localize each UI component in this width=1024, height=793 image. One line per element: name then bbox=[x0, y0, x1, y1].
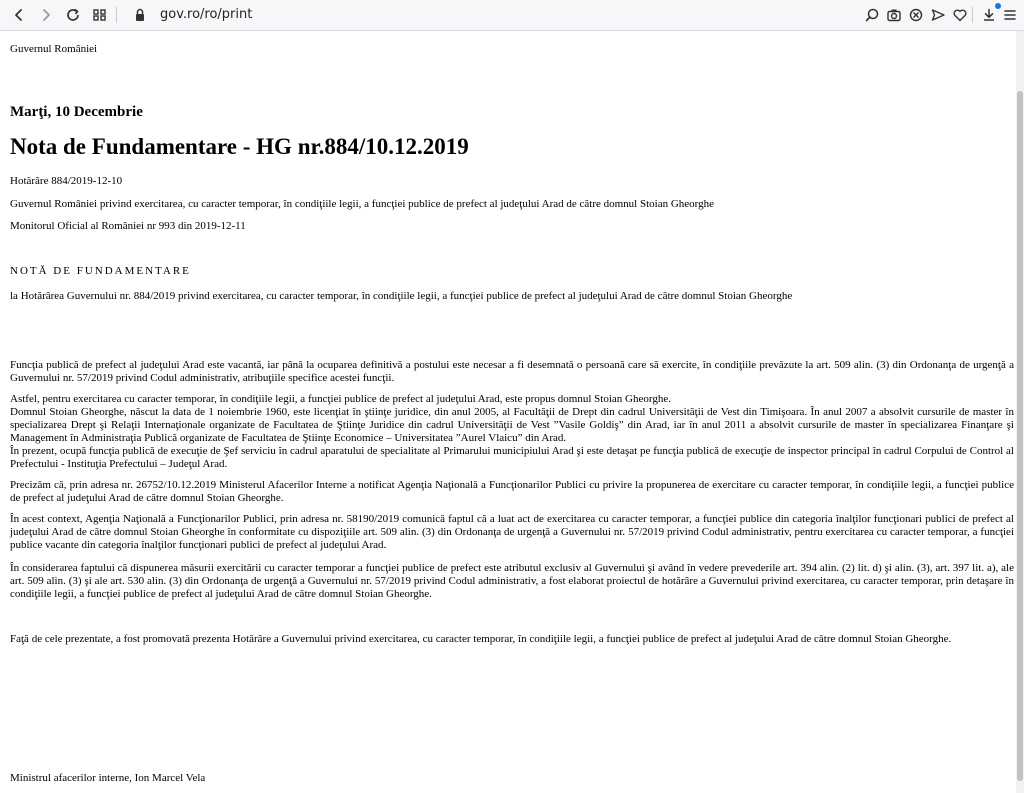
tabs-grid-icon[interactable] bbox=[90, 5, 110, 25]
toolbar-divider bbox=[972, 7, 973, 23]
menu-icon[interactable] bbox=[1000, 5, 1020, 25]
paragraph-text: Precizăm că, prin adresa nr. 26752/10.12.2019 Ministerul Afacerilor Interne a notificat Agenţia Naţională a Funcţionarilor Publici cu privire la propunerea de exercitare cu caracter temporar, în condiţiile legii, a funcţiei publice de prefect al judeţului Arad de către domnul Stoian Gheorghe. bbox=[10, 479, 1014, 504]
paragraph-text: Astfel, pentru exercitarea cu caracter temporar, în condiţiile legii, a funcţiei publice de prefect al judeţului Arad, este propus domnul Stoian Gheorghe. bbox=[10, 393, 671, 405]
paragraph-text: În considerarea faptului că dispunerea măsurii exercitării cu caracter temporar a funcţiei publice de prefect este atributul exclusiv al Guvernului şi având în vedere prevederile art. 394 alin. (2) lit. d) şi alin. (3), art. 397 lit. a), ale art. 509 alin. (3) şi ale art. 530 alin. (3) din Ordonanţa de urgenţă a Guvernului nr. 57/2019 privind Codul administrativ, a fost elaborat proiectul de hotărâre a Guvernului privind exercitarea, cu caracter temporar, prin detaşare în condiţiile legii, a funcţiei publice de prefect al judeţului Arad de către domnul Stoian Gheorghe. bbox=[10, 562, 1014, 600]
la-hotararea-line: la Hotărârea Guvernului nr. 884/2019 privind exercitarea, cu caracter temporar, în condiţiile legii, a funcţiei publice de prefect al judeţului Arad de către domnul Stoian Gheorghe bbox=[10, 290, 793, 302]
paragraph-text: Faţă de cele prezentate, a fost promovată prezenta Hotărâre a Guvernului privind exercitarea, cu caracter temporar, în condiţiile legii, a funcţiei publice de prefect al judeţului Arad de către domnul Stoian Gheorghe. bbox=[10, 633, 952, 645]
paragraph-text: În prezent, ocupă funcţia publică de execuţie de Şef serviciu în cadrul aparatului de specialitate al Primarului municipiului Arad şi este detaşat pe funcţia publică de execuţie de inspector principal în cadrul Corpului de Control al Prefectului - Instituţia Prefectului – Judeţul Arad. bbox=[10, 445, 1014, 470]
address-bar[interactable]: gov.ro/ro/print bbox=[160, 7, 253, 22]
signature-line: Ministrul afacerilor interne, Ion Marcel Vela bbox=[10, 772, 206, 784]
subject-line: Guvernul României privind exercitarea, cu caracter temporar, în condiţiile legii, a funcţiei publice de prefect al judeţului Arad de către domnul Stoian Gheorghe bbox=[10, 198, 715, 210]
camera-icon[interactable] bbox=[884, 5, 904, 25]
paragraph bbox=[10, 562, 1014, 601]
toolbar-divider bbox=[116, 7, 117, 23]
paragraph-text: Funcţia publică de prefect al judeţului Arad este vacantă, iar până la ocuparea definitivă a postului este necesar a fi desemnată o persoană care să exercite, în condiţiile prevăzute la art. 509 alin. (3) din Ordonanţa de urgenţă a Guvernului nr. 57/2019 privind Codul administrativ, atribuţiile specifice acestei funcţii. bbox=[10, 359, 1014, 384]
site-header: Guvernul României bbox=[10, 43, 98, 55]
forward-icon[interactable] bbox=[36, 5, 56, 25]
monitor-line: Monitorul Oficial al României nr 993 din 2019-12-11 bbox=[10, 220, 246, 232]
vertical-scrollbar[interactable] bbox=[1016, 31, 1024, 793]
download-icon[interactable] bbox=[979, 5, 999, 25]
reload-icon[interactable] bbox=[63, 5, 83, 25]
scrollbar-thumb[interactable] bbox=[1017, 91, 1023, 781]
search-icon[interactable] bbox=[862, 5, 882, 25]
page-title: Nota de Fundamentare - HG nr.884/10.12.2019 bbox=[10, 134, 469, 159]
paragraph bbox=[10, 513, 1014, 552]
paragraph bbox=[10, 633, 1014, 646]
lock-icon[interactable] bbox=[130, 5, 150, 25]
paragraph bbox=[10, 359, 1014, 385]
send-icon[interactable] bbox=[928, 5, 948, 25]
browser-toolbar bbox=[0, 0, 1024, 31]
paragraph-text: Domnul Stoian Gheorghe, născut la data de 1 noiembrie 1960, este licenţiat în ştiinţe juridice, din anul 2005, al Facultăţii de Drept din cadrul Universităţii de Vest din Timişoara. În anul 2007 a absolvit cursurile de master în specializarea Drept şi Relaţii Internaţionale organizate de Facultatea de Ştiinţe Juridice din cadrul Universităţii de Vest ”Vasile Goldiş” din Arad, iar în anul 2011 a absolvit cursurile de master în specializarea Finanţare şi Management în Administraţia Publică organizate de Facultatea de Ştiinţe Economice – Universitatea ”Aurel Vlaicu” din Arad. bbox=[10, 406, 1014, 444]
paragraph-text: În acest context, Agenţia Naţională a Funcţionarilor Publici, prin adresa nr. 58190/2019 comunică faptul că a luat act de exercitarea cu caracter temporar, a funcţiei publice din categoria înalţilor funcţionari publici de prefect al judeţului Arad de către domnul Stoian Gheorghe în conformitate cu dispoziţiile art. 509 alin. (3) din Ordonanţa de urgenţă a Guvernului nr. 57/2019 privind Codul administrativ, pentru exercitarea cu caracter temporar, a funcţiei publice vacante din categoria înalţilor funcţionari publici de prefect al judeţului Arad. bbox=[10, 513, 1014, 551]
heart-icon[interactable] bbox=[950, 5, 970, 25]
block-icon[interactable] bbox=[906, 5, 926, 25]
paragraph bbox=[10, 393, 1014, 471]
paragraph bbox=[10, 479, 1014, 505]
hotarare-line: Hotărâre 884/2019-12-10 bbox=[10, 175, 123, 187]
back-icon[interactable] bbox=[9, 5, 29, 25]
nota-heading: NOTĂ DE FUNDAMENTARE bbox=[10, 265, 191, 277]
page-date: Marţi, 10 Decembrie bbox=[10, 104, 143, 120]
